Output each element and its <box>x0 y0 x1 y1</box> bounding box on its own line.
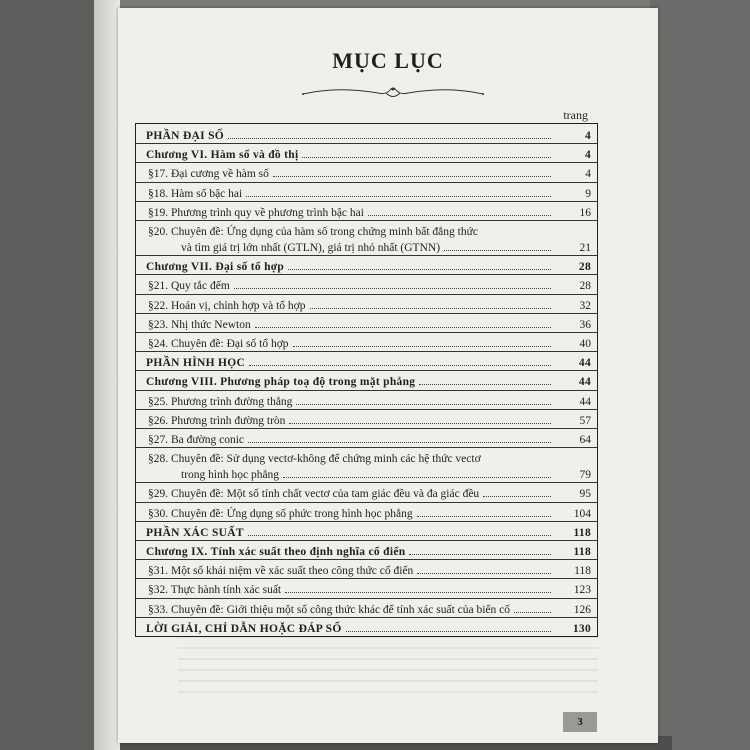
dot-leader <box>293 346 551 347</box>
toc-line <box>136 428 597 446</box>
toc-entry-page: 9 <box>585 187 591 200</box>
toc-entry-page: 28 <box>578 261 591 274</box>
toc-entry-page: 118 <box>573 546 591 558</box>
toc-entry-title: LỜI GIẢI, CHỈ DẪN HOẶC ĐÁP SỐ <box>146 622 342 635</box>
toc-entry <box>136 201 597 221</box>
toc-line <box>136 124 597 142</box>
toc-chapter-heading <box>136 143 597 163</box>
toc-entry-page: 118 <box>573 526 591 539</box>
dot-leader <box>514 612 551 613</box>
toc-line <box>136 332 597 350</box>
toc-entry-page: 95 <box>579 488 591 501</box>
dot-leader <box>255 327 551 328</box>
toc-entry <box>136 390 597 410</box>
toc-entry <box>136 502 597 522</box>
toc-line <box>136 598 597 616</box>
page-title: MỤC LỤC <box>332 48 444 73</box>
toc-entry-title: PHẦN XÁC SUẤT <box>146 526 244 539</box>
toc-entry-page: 130 <box>572 622 591 635</box>
dot-leader <box>283 477 551 478</box>
toc-entry-title: §23. Nhị thức Newton <box>148 318 251 331</box>
toc-entry <box>136 559 597 579</box>
toc-entry-page: 28 <box>579 280 591 293</box>
toc-entry-title: §29. Chuyên đề: Một số tính chất vectơ của tam giác đều và đa giác đều <box>148 488 480 501</box>
toc-entry-title: §20. Chuyên đề: Ứng dụng của hàm số trong chứng minh bất đẳng thức <box>148 226 478 238</box>
toc-line <box>136 313 597 331</box>
toc-entry-title: §24. Chuyên đề: Đại số tổ hợp <box>148 338 289 350</box>
table-of-contents <box>135 123 598 637</box>
toc-entry <box>136 598 597 618</box>
toc-entry-title: §26. Phương trình đường tròn <box>148 414 286 427</box>
toc-entry-page: 44 <box>579 395 591 408</box>
toc-line <box>136 482 597 500</box>
ornament-flourish-icon <box>298 84 488 102</box>
toc-entry-page: 32 <box>579 299 591 312</box>
toc-entry-title: §25. Phương trình đường thẳng <box>148 395 293 408</box>
toc-entry-page: 118 <box>574 565 591 578</box>
dot-leader <box>248 535 551 536</box>
toc-entry <box>136 332 597 352</box>
toc-entry <box>136 220 597 256</box>
toc-entry-page: 4 <box>585 168 591 181</box>
toc-line <box>136 502 597 520</box>
toc-line <box>136 559 597 577</box>
toc-line <box>136 274 597 292</box>
book-page <box>118 8 658 743</box>
toc-entry-page: 44 <box>578 376 591 389</box>
toc-section-heading <box>136 521 597 541</box>
toc-line <box>136 143 597 161</box>
toc-entry-title: §32. Thực hành tính xác suất <box>148 584 282 597</box>
toc-entry <box>136 313 597 333</box>
toc-entry <box>136 182 597 202</box>
toc-entry-page: 57 <box>579 414 591 427</box>
toc-line <box>136 540 597 558</box>
toc-chapter-heading <box>136 255 597 275</box>
toc-entry <box>136 409 597 429</box>
toc-entry-page: 126 <box>573 603 591 616</box>
toc-entry-page: 44 <box>578 357 591 370</box>
dot-leader <box>234 288 551 289</box>
toc-line <box>136 463 597 481</box>
toc-entry-title: PHẦN ĐẠI SỐ <box>146 130 225 142</box>
page-number: 3 <box>563 712 597 732</box>
toc-entry-page: 79 <box>579 469 591 482</box>
dot-leader <box>417 573 551 574</box>
show-through-texture <box>178 633 598 693</box>
toc-entry-title: Chương IX. Tính xác suất theo định nghĩa cổ điển <box>146 546 406 558</box>
toc-entry-page: 21 <box>579 242 591 254</box>
toc-line <box>136 236 597 254</box>
toc-entry-page: 123 <box>573 584 591 597</box>
dot-leader <box>296 404 551 405</box>
toc-entry <box>136 578 597 598</box>
dot-leader <box>310 308 552 309</box>
toc-entry-page: 64 <box>579 434 591 446</box>
toc-entry-title: và tìm giá trị lớn nhất (GTLN), giá trị nhỏ nhất (GTNN) <box>181 242 441 254</box>
toc-section-heading <box>136 124 597 144</box>
toc-entry-title: Chương VIII. Phương pháp toạ độ trong mặt phẳng <box>146 376 416 389</box>
toc-entry-title: §27. Ba đường conic <box>148 434 244 446</box>
toc-entry-title: §22. Hoán vị, chỉnh hợp và tổ hợp <box>148 299 306 312</box>
dot-leader <box>249 365 551 366</box>
toc-line <box>136 370 597 388</box>
toc-entry <box>136 274 597 294</box>
toc-line <box>136 294 597 312</box>
toc-line <box>136 351 597 369</box>
toc-entry-title: §21. Quy tắc đếm <box>148 280 230 293</box>
toc-line <box>136 182 597 200</box>
toc-line <box>136 409 597 427</box>
dot-leader <box>302 157 551 158</box>
toc-entry <box>136 294 597 314</box>
background-right <box>650 0 750 750</box>
toc-line <box>136 578 597 596</box>
toc-entry-title: §19. Phương trình quy về phương trình bậc hai <box>148 206 364 219</box>
toc-entry-title: Chương VII. Đại số tổ hợp <box>146 261 285 274</box>
dot-leader <box>368 215 551 216</box>
toc-entry-title: §17. Đại cương về hàm số <box>148 168 269 181</box>
dot-leader <box>444 250 551 251</box>
toc-entry-page: 40 <box>579 338 591 350</box>
dot-leader <box>483 496 551 497</box>
toc-section-heading <box>136 351 597 371</box>
toc-entry <box>136 447 597 483</box>
toc-line <box>136 255 597 273</box>
toc-entry <box>136 162 597 182</box>
dot-leader <box>409 554 551 555</box>
dot-leader <box>285 592 551 593</box>
toc-line <box>136 201 597 219</box>
dot-leader <box>228 138 551 139</box>
toc-line <box>136 390 597 408</box>
dot-leader <box>288 269 551 270</box>
toc-chapter-heading <box>136 540 597 560</box>
toc-entry-page: 36 <box>579 318 591 331</box>
dot-leader <box>273 176 551 177</box>
toc-line <box>136 162 597 180</box>
toc-entry-title: §18. Hàm số bậc hai <box>148 187 243 200</box>
toc-entry-page: 104 <box>573 507 591 520</box>
toc-entry-page: 4 <box>584 149 591 162</box>
toc-entry-title: §31. Một số khái niệm về xác suất theo công thức cổ điển <box>148 565 414 578</box>
dot-leader <box>346 631 551 632</box>
toc-entry <box>136 428 597 448</box>
toc-entry-title: §33. Chuyên đề: Giới thiệu một số công thức khác để tính xác suất của biến cố <box>148 603 511 616</box>
toc-entry-title: trong hình học phẳng <box>181 469 280 482</box>
toc-entry-title: Chương VI. Hàm số và đồ thị <box>146 149 299 162</box>
dot-leader <box>248 442 551 443</box>
dot-leader <box>246 196 551 197</box>
page-column-label: trang <box>563 108 588 122</box>
toc-entry-title: §28. Chuyên đề: Sử dụng vectơ-không để chứng minh các hệ thức vectơ <box>148 453 481 466</box>
dot-leader <box>417 516 551 517</box>
dot-leader <box>289 423 551 424</box>
book-spine <box>94 0 120 750</box>
toc-entry-page: 16 <box>579 206 591 219</box>
toc-line <box>136 521 597 539</box>
toc-entry-title: §30. Chuyên đề: Ứng dụng số phức trong hình học phẳng <box>148 507 413 520</box>
toc-entry <box>136 482 597 502</box>
dot-leader <box>419 384 551 385</box>
toc-entry-page: 4 <box>584 130 591 142</box>
toc-chapter-heading <box>136 370 597 390</box>
toc-entry-title: PHẦN HÌNH HỌC <box>146 357 246 370</box>
